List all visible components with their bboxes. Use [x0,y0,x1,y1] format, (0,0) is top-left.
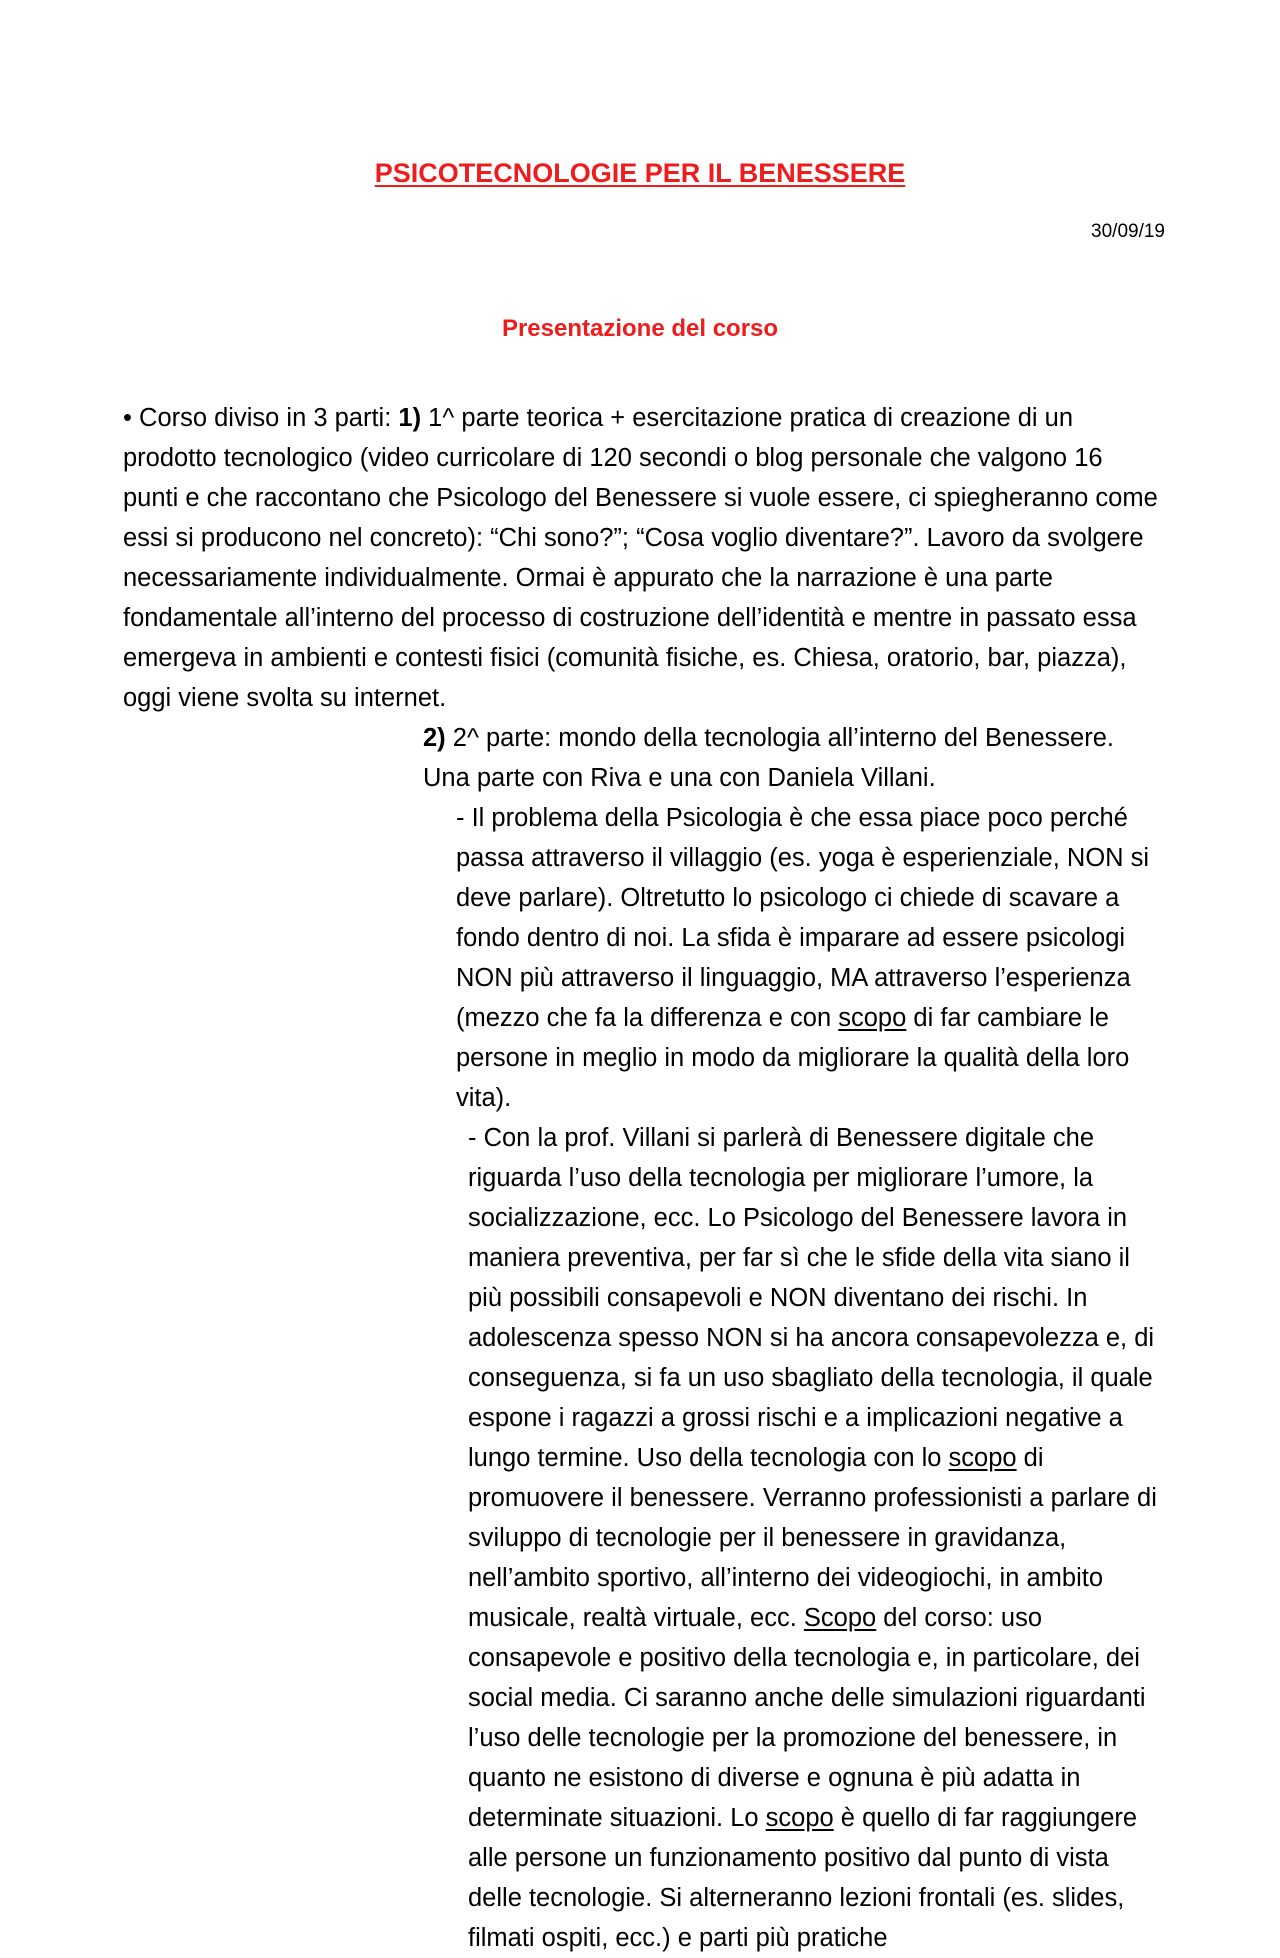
document-body [123,398,1163,1958]
section-title: Presentazione del corso [501,315,779,342]
paragraph-text: di promuovere il benessere. Verranno professionisti a parlare di sviluppo di tecnologie per il benessere in gravidanza, nell’ambito sportivo, all’interno dei videogiochi, in ambito musicale, realtà virtuale, ecc. [468,1444,1157,1632]
paragraph-text: 2^ parte: mondo della tecnologia all’interno del Benessere. Una parte con Riva e una con Daniela Villani. [423,724,1114,792]
paragraph-text: è quello di far raggiungere alle persone un funzionamento positivo dal punto di vista delle tecnologie. Si alterneranno lezioni frontali (es. slides, filmati ospiti, ecc.) e parti più pratiche [468,1804,1138,1952]
document-date: 30/09/19 [1091,221,1165,242]
paragraph-text: - Il problema della Psicologia è che essa piace poco perché passa attraverso il villaggio (es. yoga è esperienziale, NON si deve parlare). Oltretutto lo psicologo ci chiede di scavare a fondo dentro di noi. La sfida è imparare ad essere psicologi NON più attraverso il linguaggio, MA attraverso l’esperienza (mezzo che fa la differenza e con [456,804,1150,1032]
paragraph-text: del corso: uso consapevole e positivo della tecnologia e, in particolare, dei social media. Ci saranno anche delle simulazioni riguardanti l’uso delle tecnologie per la promozione del benessere, in quanto ne esistono di diverse e ognuna è più adatta in determinate situazioni. Lo [468,1604,1146,1832]
paragraph-text: 1^ parte teorica + esercitazione pratica di creazione di un prodotto tecnologico (video curricolare di 120 secondi o blog personale che valgono 16 punti e che raccontano che Psicologo del Benessere si vuole essere, ci spiegheranno come essi si producono nel concreto): “Chi sono?”; “Cosa voglio diventare?”. Lavoro da svolgere necessariamente individualmente. Ormai è appurato che la narrazione è una parte fondamentale all’interno del processo di costruzione dell’identità e mentre in passato essa emergeva in ambienti e contesti fisici (comunità fisiche, es. Chiesa, oratorio, bar, piazza), oggi viene svolta su internet. [123,404,1158,712]
underlined-word: Scopo [803,1604,877,1632]
paragraph-psychology [123,798,1163,1118]
item-number: 2) [423,724,446,752]
paragraph-lead: Corso diviso in 3 parti: [131,404,399,432]
paragraph-part-2 [123,718,1163,798]
paragraph-text: - Con la prof. Villani si parlerà di Benessere digitale che riguarda l’uso della tecnologia per migliorare l’umore, la socializzazione, ecc. Lo Psicologo del Benessere lavora in maniera preventiva, per far sì che le sfide della vita siano il più possibili consapevoli e NON diventano dei rischi. In adolescenza spesso NON si ha ancora consapevolezza e, di conseguenza, si fa un uso sbagliato della tecnologia, il quale espone i ragazzi a grossi rischi e a implicazioni negative a lungo termine. Uso della tecnologia con lo [468,1124,1155,1472]
bullet-icon: • [123,404,132,432]
underlined-word: scopo [948,1444,1017,1472]
paragraph-part-1 [123,398,1163,718]
underlined-word: scopo [765,1804,834,1832]
underlined-word: scopo [838,1004,907,1032]
item-number: 1) [398,404,422,432]
paragraph-text: di far cambiare le persone in meglio in modo da migliorare la qualità della loro vita). [456,1004,1130,1112]
document-title: PSICOTECNOLOGIE PER IL BENESSERE [374,158,906,188]
paragraph-digital-wellbeing [123,1118,1163,1958]
